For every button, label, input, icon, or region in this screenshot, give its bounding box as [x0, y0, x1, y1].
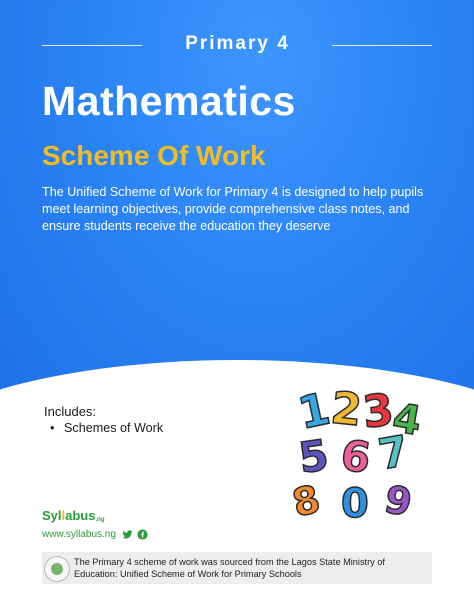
grade-level: Primary 4 [185, 33, 290, 54]
logo-text-main: abus [65, 508, 96, 523]
ministry-seal-icon [44, 556, 70, 582]
digit-zero-character: 0 [341, 481, 369, 527]
logo-text-accent: l [61, 508, 66, 523]
includes-item [50, 420, 163, 436]
twitter-icon[interactable] [122, 529, 133, 540]
digit-seven-character: 7 [374, 425, 413, 480]
brand-logo [42, 508, 104, 523]
source-footer [42, 552, 432, 584]
digit-nine-character: 9 [380, 476, 416, 526]
description: The Unified Scheme of Work for Primary 4 is designed to help pupils meet learning objectives, provide comprehensive class notes, and ensure students receive the education they deserve [42, 185, 424, 233]
subject-title: Mathematics [42, 78, 296, 124]
digit-five-character: 5 [295, 430, 332, 483]
logo-text-suffix: .ng [95, 517, 105, 523]
digit-eight-character: 8 [288, 476, 325, 526]
header-rule-left [42, 45, 142, 46]
source-note: The Primary 4 scheme of work was sourced from the Lagos State Ministry of Education: Unified Scheme of Work for Primary Schools [74, 557, 385, 579]
digit-two-character: 2 [328, 382, 365, 437]
logo-text-prefix: Syl [42, 508, 62, 523]
document-type: Scheme Of Work [42, 140, 266, 171]
digit-six-character: 6 [337, 430, 374, 483]
bullet-icon: • [50, 421, 55, 435]
includes-heading: Includes: [44, 404, 97, 419]
number-characters-illustration [288, 382, 427, 528]
website-row [42, 529, 148, 540]
website-link[interactable]: www.syllabus.ng [42, 529, 116, 540]
digit-one-character: 1 [293, 383, 335, 440]
digit-three-character: 3 [360, 384, 397, 439]
includes-item-label: Schemes of Work [64, 421, 164, 435]
digit-four-character: 4 [389, 394, 425, 446]
includes-list [50, 420, 163, 436]
facebook-icon[interactable] [137, 529, 148, 540]
header-rule-right [332, 45, 432, 46]
